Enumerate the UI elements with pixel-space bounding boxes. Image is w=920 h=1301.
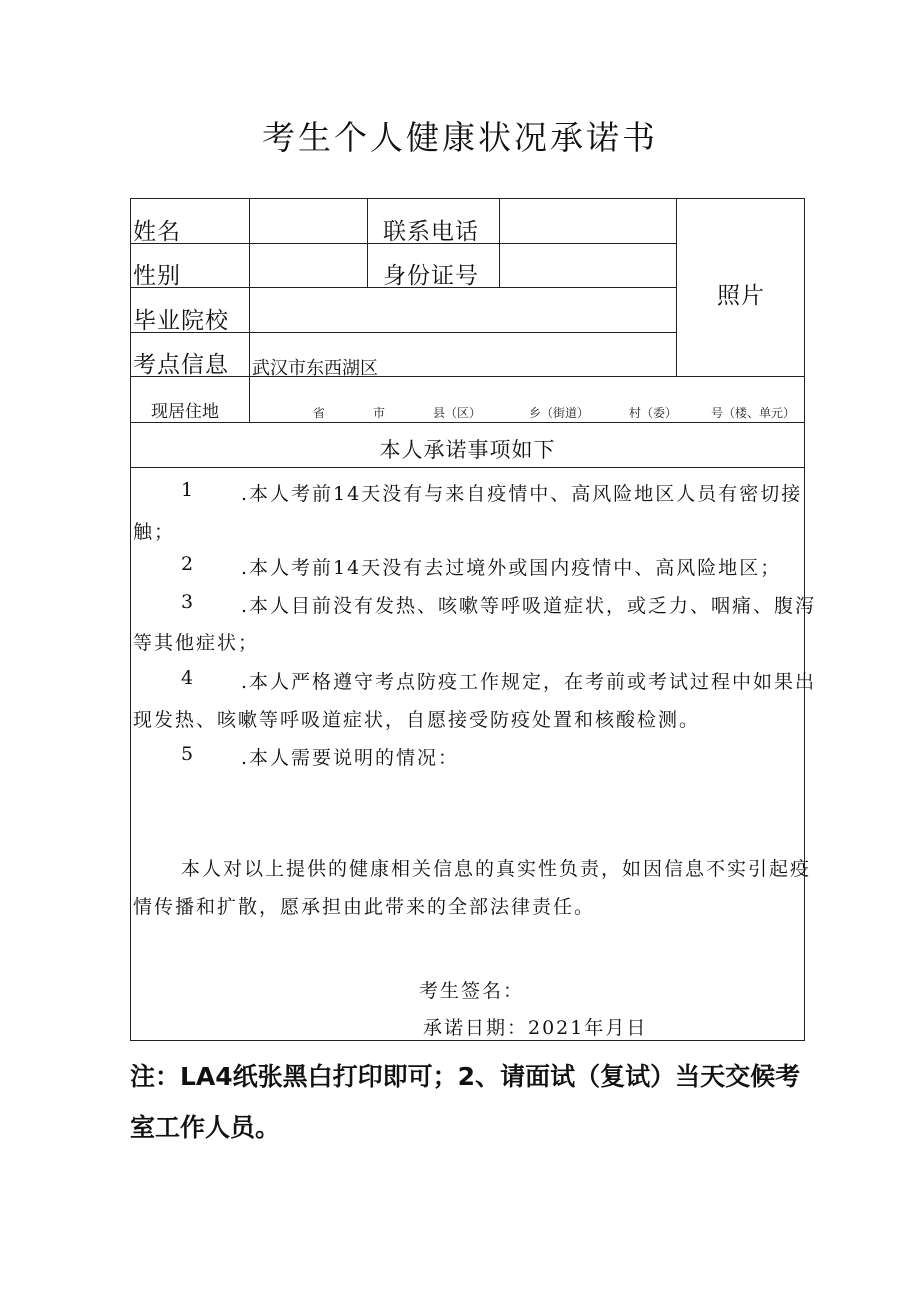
commitment-date: 承诺日期：2021年月日 [423, 1017, 648, 1039]
item-number: 4 [181, 667, 194, 689]
item-text: 触； [133, 521, 176, 543]
item-text: 现发热、咳嗽等呼吸道症状，自愿接受防疫处置和核酸检测。 [133, 709, 701, 731]
commitment-heading: 本人承诺事项如下 [379, 438, 556, 462]
address-number: 号（楼、单元） [711, 406, 796, 420]
item-text: .本人考前14天没有与来自疫情中、高风险地区人员有密切接 [241, 483, 803, 505]
item-text: .本人目前没有发热、咳嗽等呼吸道症状，或乏力、咽痛、腹泻 [241, 595, 817, 617]
page-title: 考生个人健康状况承诺书 [262, 118, 658, 157]
gender-label: 性别 [133, 263, 181, 289]
item-number: 5 [181, 743, 194, 765]
declaration-text: 情传播和扩散，愿承担由此带来的全部法律责任。 [133, 896, 596, 918]
address-village: 村（委） [629, 406, 678, 420]
address-county: 县（区） [433, 406, 482, 420]
footnote: 室工作人员。 [130, 1113, 281, 1142]
school-label: 毕业院校 [133, 308, 229, 334]
exam-site-label: 考点信息 [133, 352, 229, 378]
phone-label: 联系电话 [383, 219, 479, 245]
declaration-text: 本人对以上提供的健康相关信息的真实性负责，如因信息不实引起疫 [181, 858, 812, 880]
signature-label: 考生签名： [419, 980, 525, 1002]
footnote: 注：LA4纸张黑白打印即可；2、请面试（复试）当天交候考 [130, 1062, 801, 1091]
item-text: .本人考前14天没有去过境外或国内疫情中、高风险地区； [241, 557, 782, 579]
item-text: .本人严格遵守考点防疫工作规定，在考前或考试过程中如果出 [241, 671, 817, 693]
exam-site-value: 武汉市东西湖区 [252, 358, 378, 379]
photo-box-label: 照片 [717, 283, 765, 309]
address-province: 省 [313, 406, 326, 420]
item-number: 1 [181, 479, 194, 501]
item-number: 2 [181, 553, 194, 575]
address-township: 乡（街道） [529, 406, 590, 420]
item-text: .本人需要说明的情况： [241, 747, 460, 769]
id-number-label: 身份证号 [383, 263, 479, 289]
address-label: 现居住地 [151, 402, 219, 422]
address-city: 市 [373, 406, 386, 420]
item-text: 等其他症状； [133, 632, 260, 654]
name-label: 姓名 [133, 219, 181, 245]
commitment-form [130, 198, 817, 1041]
item-number: 3 [181, 591, 194, 613]
